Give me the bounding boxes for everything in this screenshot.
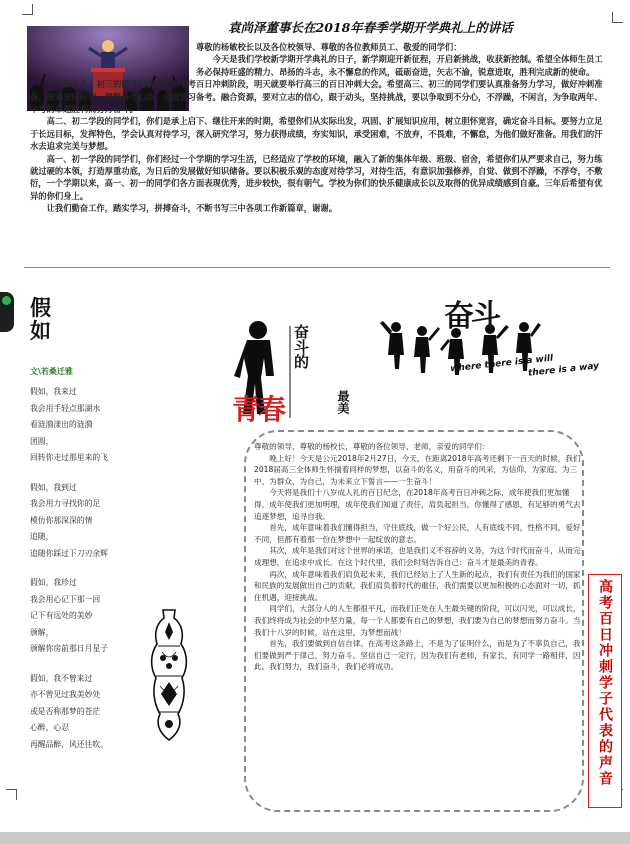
corner-mark-bottom-left (6, 789, 17, 800)
poem-title-line: 假 (30, 295, 51, 320)
speech-paragraph: 首先，我们要做到自信自律。在高考这条路上，不是为了证明什么，而是为了不辜负自己，我们要做到严于律己，努力奋斗。坚信自己一定行，因为我们有老师，有家长，有同学一路相伴，因此，我们努力，我们奋斗，我们必将成功。 (254, 639, 581, 672)
poem-line: 或是否称那梦的苍茫 (30, 706, 101, 716)
footer-bar (0, 832, 630, 844)
poem-line: 追随你踩过下刀刃余辉 (30, 548, 108, 558)
artwork-slogan-line: where there is a will (449, 353, 554, 375)
speech-paragraph: 今天将是我们十八岁成人礼的百日纪念，在2018年高考百日冲刺之际，成年使我们更加懂得，成年使我们更加明理，成年使我们知道了责任，肩负起担当，你懂得了感恩，有足够的勇气去追逐梦想，追寻自我。 (254, 488, 581, 521)
lead-article (30, 41, 610, 215)
artwork-big-word: 青春 (232, 393, 285, 426)
speech-paragraph: 同学们，大部分人的人生都很平凡，而我们正处在人生最关键的阶段，可以闪光，可以成长，我们终将成为社会的中坚力量，每一个人都要有自己的梦想，我们要为自己的梦想而努力奋斗。当我们十八岁的时候，站在这里，为梦想而战！ (254, 604, 581, 637)
corner-mark-top-left (22, 4, 33, 15)
speech-paragraph: 其次，成年是我们对这个世界的承诺，也是我们义不容辞的义务，为这个时代而奋斗，从而完成理想，在追求中成长。在这个时代里，我们会时刻告诉自己：奋斗才是最美的青春。 (254, 546, 581, 567)
artwork-struggle-word: 奋斗 (444, 299, 498, 334)
vase-ornament-icon (148, 606, 190, 746)
poem-title (30, 296, 51, 342)
poem-line: 我会用手轻点那湖水 (30, 403, 101, 413)
poem-line: 追随， (30, 532, 54, 541)
poem-line: 我会用心记下那一回 (30, 594, 101, 604)
poem-line: 假如，我来过 (30, 387, 77, 396)
speech-side-title-text: 高考百日冲刺学子代表的声音 (597, 579, 613, 787)
lead-paragraph: 让我们勤奋工作，踏实学习，拼搏奋斗，不断书写三中各项工作新篇章，谢谢。 (46, 203, 337, 214)
poem-line: 心醉，心忍 (30, 723, 69, 732)
poem-line: 亦不曾见过我美妙处 (30, 690, 101, 699)
poem-line: 团圆， (30, 436, 54, 446)
corner-mark-top-right (612, 12, 623, 23)
poem-stanza (30, 384, 150, 467)
poem-line: 再醒品醉，风还往吹。 (30, 739, 108, 749)
youth-struggle-artwork (230, 318, 380, 428)
poem-line: 模仿你那深深的情 (30, 515, 93, 525)
poem-stanza (30, 671, 150, 754)
lead-paragraph: 开学后不久，初三的同学们就要迎来中考百日冲刺阶段，明天就要举行高三的百日冲刺大会。希望高三、初三的同学们要认真准备努力学习，做好冲刺准备，统筹安排时间，调整备考心态，全面复习备考。融合资源，要对立志的信心，跟于动头，坚持挑战，要以争取到不分心，不浮躁，不闲言，为争取两年、中考的卓越胜利而努力奋斗。 (30, 79, 603, 115)
poem-body (30, 384, 150, 766)
section-divider (24, 267, 610, 268)
poem-line: 颁解你房前那日月星子 (30, 644, 108, 653)
speech-paragraph: 尊敬的领导，尊敬的杨校长，尊敬的各位领导、老师，亲爱的同学们： (254, 442, 490, 451)
lead-paragraph: 尊敬的杨敏校长以及各位校领导、尊敬的各位教师员工、敬爱的同学们： (196, 42, 462, 52)
lead-paragraph: 今天是我们学校新学期开学典礼的日子，新学期迎开新征程，开启新挑战，收获新控制。希望全体师生员工务必保持旺盛的精力、昂扬的斗志，永不懈怠的作风，砥砺奋进，矢志不渝，锐意进取，胜利完成新的使命。 (196, 54, 603, 77)
poem-title-line: 如 (30, 318, 51, 343)
poem-line: 看涟漪漾出的涟漪 (30, 420, 93, 429)
decorative-vase-icon (148, 606, 190, 746)
speech-paragraph: 首先，成年意味着我们懂得担当，守住底线，做一个好公民，人有底线不同，性格不同，爱好不同，但都有着那一份在梦想中一起绽放的意志。 (254, 523, 581, 544)
artwork-suffix: 最美 (336, 390, 350, 414)
lead-paragraph: 高一、初一学段的同学们，你们经过一个学期的学习生活，已经适应了学校的环境，融入了新的集体年级、班级、宿舍，希望你们从严要求自己，努力练就过硬的本领，打造厚重功底，为日后的发展做好知识储备。要以积极乐观的态度对待学习，对待生活，有意识加强修养，自觉、做到不浮躁，不浮夸，不敷衍，一个学期以来，高一、初一的同学们各方面表现优秀，进步较快，很有朝气。学校为你们的快乐健康成长以及取得的优异成绩感到自豪。三年后希望有优异的你们身上。 (30, 153, 603, 201)
artwork-slogan-line: there is a way (527, 361, 600, 379)
poem-line: 我会用力寻找你的足 (30, 499, 101, 508)
poem-author: 文\若桑迁雅 (30, 367, 73, 376)
speech-paragraph: 再次，成年意味着我们肩负起未来，我们已经站上了人生新的起点，我们有责任为我们的国家和民族的发展做出自己的贡献，我们肩负着时代的重任，我们需要以更加积极的心态面对一切，抓住机遇，迎接挑战。 (254, 569, 581, 602)
poem-line: 回转你走过那里来的飞 (30, 453, 108, 462)
poem-line: 假如，我不曾来过 (30, 673, 93, 683)
lead-paragraph: 高二、初二学段的同学们，你们是承上启下、继往开来的时期，希望你们从实际出发，巩固、扩展知识应用，树立胆怀宽容，确定奋斗目标。要努力立足于长远目标，发挥特色，学会认真对待学习，深入研究学习，努力获得成绩，夯实知识，承受困难，不放弃，不畏难，不懈怠，为他们做好准备。用我们的汗水去追求完美与梦想。 (30, 116, 603, 152)
speech-side-title (588, 574, 622, 808)
artwork-caption: 奋斗的 (292, 324, 310, 369)
poem-line: 假如，我到过 (30, 482, 77, 492)
poem-line: 记下有远处的美妙 (30, 611, 93, 620)
poem-stanza (30, 575, 150, 658)
page-title: 袁尚泽董事长在2018年春季学期开学典礼上的讲话 (228, 20, 513, 35)
poem-stanza (30, 480, 150, 563)
speech-paragraph: 晚上好！今天是公元2018年2月27日，今天，在距离2018年高考还剩下一百天的时候，我们2018届高三全体师生怀揣着同样的梦想，以奋斗的名义，用奋斗的风采，为信仰、为家庭、为三中、为群众，为自己，为未来立下誓言——一生奋斗！ (254, 453, 581, 486)
poem-line: 假如，我珍过 (30, 578, 77, 587)
speech-article (254, 441, 584, 673)
chat-icon[interactable] (2, 296, 11, 305)
team-struggle-artwork (378, 293, 613, 388)
poem-line: 颁解， (30, 627, 54, 637)
